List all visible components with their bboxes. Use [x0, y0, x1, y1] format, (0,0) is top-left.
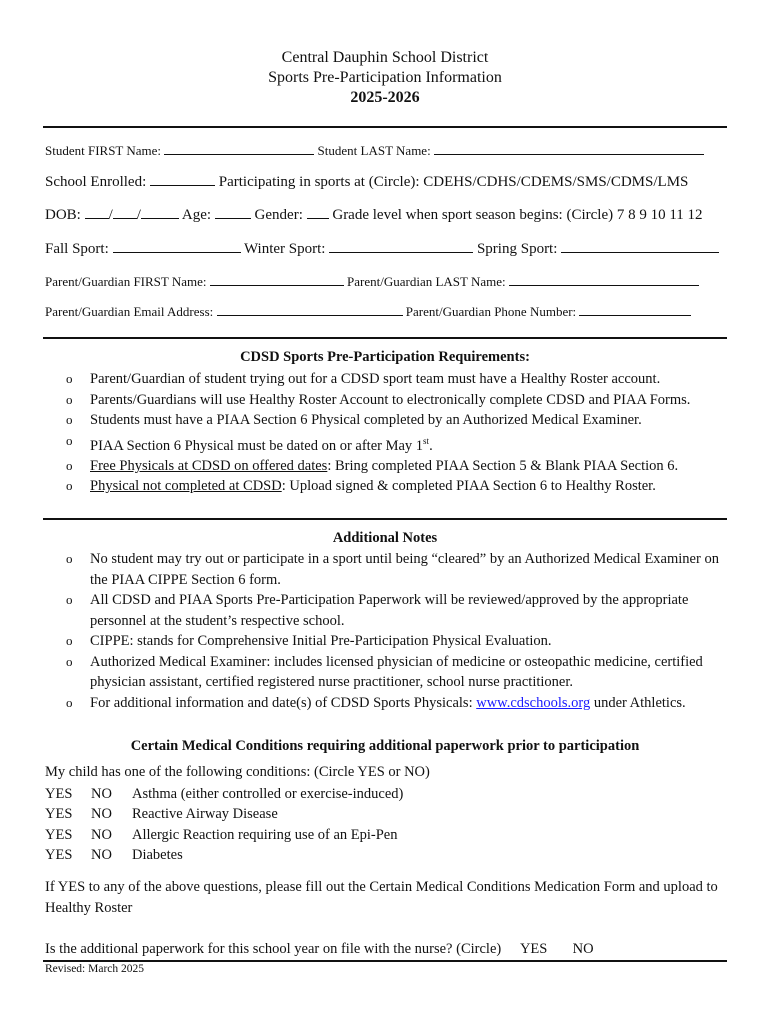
spring-sport-field[interactable]: [561, 240, 719, 253]
school-year: 2025-2026: [350, 89, 420, 106]
participating-label: Participating in sports at (Circle): CDEHS/CDHS/CDEMS/SMS/CDMS/LMS: [218, 174, 689, 190]
form-header: [0, 48, 770, 108]
condition-row: [45, 806, 403, 826]
requirement-item: [64, 456, 724, 477]
physical-not-completed-emphasis: Physical not completed at CDSD: [90, 478, 282, 495]
requirement-item: [64, 431, 724, 456]
school-enrolled-label: School Enrolled:: [45, 174, 147, 190]
yes-option[interactable]: YES: [45, 846, 73, 863]
divider-notes: [43, 518, 727, 520]
dob-separator: /: [108, 207, 113, 223]
parent-last-name-field[interactable]: [509, 273, 699, 286]
ordinal-suffix: st: [423, 435, 430, 446]
dob-day-field[interactable]: [113, 206, 137, 219]
condition-label: Diabetes: [132, 846, 183, 863]
yes-option[interactable]: YES: [45, 786, 73, 802]
parent-last-name-label: Parent/Guardian LAST Name:: [347, 274, 506, 289]
note-item: o No student may try out or participate in a sport until being “cleared” by an Authorized Medical Examiner on the PIAA CIPPE Section 6 form.: [64, 549, 724, 590]
condition-label: Reactive Airway Disease: [132, 806, 278, 823]
notes-title: Additional Notes: [332, 530, 438, 546]
dob-month-field[interactable]: [85, 206, 109, 219]
conditions-title: Certain Medical Conditions requiring additional paperwork prior to participation: [130, 738, 640, 754]
student-name-row: [45, 142, 727, 159]
spring-sport-label: Spring Sport:: [476, 241, 558, 257]
condition-row: [45, 786, 403, 806]
condition-label: Allergic Reaction requiring use of an Epi-Pen: [132, 826, 398, 843]
nurse-yes-option[interactable]: YES: [519, 941, 548, 957]
parent-first-name-field[interactable]: [210, 273, 344, 286]
parent-first-name-label: Parent/Guardian FIRST Name:: [45, 274, 207, 289]
nurse-no-option[interactable]: NO: [572, 941, 594, 957]
grade-level-label: Grade level when sport season begins: (Circle) 7 8 9 10 11 12: [332, 207, 703, 223]
parent-name-row: [45, 273, 727, 290]
requirement-item: o Students must have a PIAA Section 6 Physical completed by an Authorized Medical Examiner.: [64, 410, 724, 431]
parent-phone-field[interactable]: [579, 303, 691, 316]
student-last-name-label: Student LAST Name:: [317, 143, 431, 158]
condition-label: Asthma (either controlled or exercise-induced): [132, 786, 404, 802]
note-item: o CIPPE: stands for Comprehensive Initial Pre-Participation Physical Evaluation.: [64, 631, 724, 652]
fall-sport-field[interactable]: [113, 240, 241, 253]
nurse-question-row: [45, 939, 725, 960]
dob-label: DOB:: [45, 207, 81, 223]
parent-email-field[interactable]: [217, 303, 403, 316]
divider-requirements: [43, 337, 727, 339]
requirement-item: o Parents/Guardians will use Healthy Roster Account to electronically complete CDSD and PIAA Forms.: [64, 390, 724, 411]
requirements-title: CDSD Sports Pre-Participation Requirements:: [240, 349, 530, 365]
dob-year-field[interactable]: [141, 206, 179, 219]
yes-option[interactable]: YES: [45, 826, 73, 843]
requirement-item-text: PIAA Section 6 Physical must be dated on or after May 1: [90, 437, 424, 454]
revised-date: Revised: March 2025: [45, 963, 145, 975]
notes-list: [64, 549, 724, 713]
requirement-item: [64, 476, 724, 497]
note-item: [64, 693, 724, 714]
school-row: [45, 173, 727, 191]
parent-email-label: Parent/Guardian Email Address:: [45, 304, 214, 319]
conditions-instruction: If YES to any of the above questions, please fill out the Certain Medical Conditions Medication Form and upload to Healthy Roster: [45, 879, 718, 916]
sports-row: [45, 240, 727, 258]
note-item-end: under Athletics.: [590, 694, 686, 711]
conditions-table: [45, 786, 403, 867]
no-option[interactable]: NO: [91, 826, 112, 843]
age-field[interactable]: [215, 206, 251, 219]
winter-sport-field[interactable]: [329, 240, 473, 253]
requirement-item-text: : Bring completed PIAA Section 5 & Blank PIAA Section 6.: [327, 457, 679, 474]
free-physicals-emphasis: Free Physicals at CDSD on offered dates: [90, 457, 328, 474]
student-first-name-field[interactable]: [164, 142, 314, 155]
requirement-item-text: : Upload signed & completed PIAA Section 6 to Healthy Roster.: [281, 478, 656, 495]
gender-label: Gender:: [254, 207, 303, 223]
divider-top: [43, 126, 727, 128]
requirement-item-end: .: [429, 437, 433, 454]
parent-phone-label: Parent/Guardian Phone Number:: [405, 304, 577, 319]
note-item-text: For additional information and date(s) of CDSD Sports Physicals:: [90, 694, 477, 711]
note-item: o All CDSD and PIAA Sports Pre-Participation Paperwork will be reviewed/approved by the appropriate personnel at the student’s respective school.: [64, 590, 724, 631]
condition-row: [45, 827, 403, 847]
district-name: Central Dauphin School District: [281, 49, 489, 66]
student-first-name-label: Student FIRST Name:: [45, 143, 162, 158]
note-item: o Authorized Medical Examiner: includes licensed physician of medicine or osteopathic medicine, certified physician assistant, certified registered nurse practitioner, school nurse practitioner.: [64, 652, 724, 693]
no-option[interactable]: NO: [91, 846, 112, 863]
no-option[interactable]: NO: [91, 806, 112, 823]
conditions-intro: My child has one of the following conditions: (Circle YES or NO): [45, 764, 430, 780]
requirement-item: o Parent/Guardian of student trying out for a CDSD sport team must have a Healthy Roster account.: [64, 369, 724, 390]
school-enrolled-field[interactable]: [150, 173, 215, 186]
winter-sport-label: Winter Sport:: [244, 241, 326, 257]
student-last-name-field[interactable]: [434, 142, 704, 155]
dob-row: [45, 206, 727, 224]
yes-option[interactable]: YES: [45, 806, 73, 823]
fall-sport-label: Fall Sport:: [45, 241, 109, 257]
age-label: Age:: [181, 207, 212, 223]
gender-field[interactable]: [307, 206, 329, 219]
condition-row: [45, 847, 403, 867]
requirements-list: [64, 369, 724, 497]
nurse-question: Is the additional paperwork for this school year on file with the nurse? (Circle): [45, 941, 502, 957]
divider-bottom: [43, 960, 727, 962]
form-title: Sports Pre-Participation Information: [268, 69, 502, 86]
no-option[interactable]: NO: [91, 786, 112, 802]
dob-separator: /: [136, 207, 141, 223]
parent-contact-row: [45, 303, 727, 320]
cdschools-link[interactable]: www.cdschools.org: [476, 694, 591, 711]
